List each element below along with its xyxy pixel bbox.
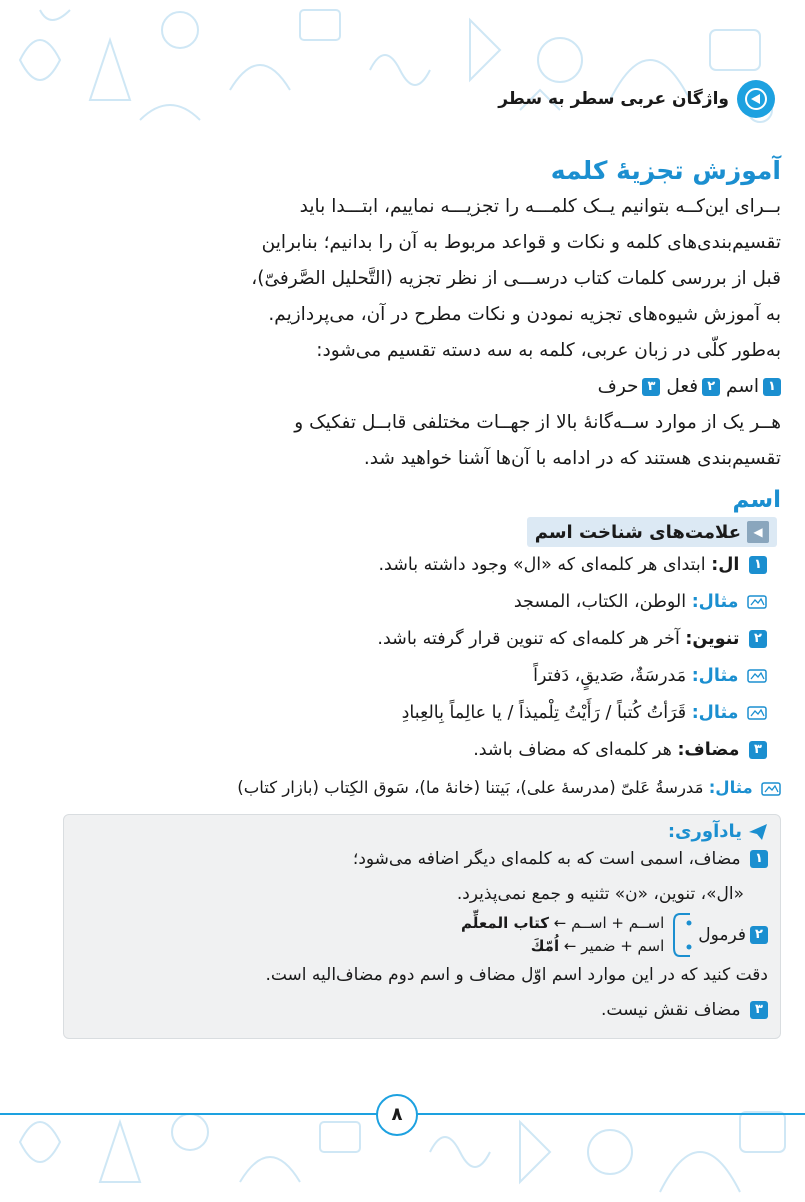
example-row <box>24 658 781 695</box>
mark-text: ابتدای هر کلمه‌ای که «ال» وجود داشته باشد. <box>378 555 706 575</box>
section-heading: اسم <box>732 487 781 513</box>
reminder-title: یادآوری: <box>667 821 742 842</box>
chapter-title: واژگان عربی سطر به سطر <box>498 89 729 109</box>
reminder-text-line: دقت کنید که در این موارد اسم اوّل مضاف و اسم دوم مضاف‌الیه است. <box>265 965 768 985</box>
formula-example: کتاب المعلِّم <box>461 914 550 932</box>
example-icon <box>747 669 767 683</box>
number-badge: ۱ <box>763 378 781 396</box>
intro-line: به آموزش شیوه‌های تجزیه نمودن و نکات مطرح در آن، می‌پردازیم. <box>268 304 781 325</box>
reminder-text-line: «ال»، تنوین، «ن» تثنیه و جمع نمی‌پذیرد. <box>456 884 744 904</box>
category-label: فعل <box>666 376 699 397</box>
reminder-title-row <box>76 821 768 842</box>
example-label: مثال: <box>691 703 739 723</box>
mark-item <box>24 547 781 584</box>
reminder-text: مضاف، اسمی است که به کلمه‌ای دیگر اضافه می‌شود؛ <box>352 849 741 869</box>
example-row <box>24 584 781 621</box>
formula-text: اسم + ضمیر ← <box>559 937 665 955</box>
paper-plane-icon <box>748 823 768 841</box>
category-label: حرف <box>597 376 639 397</box>
intro-line: بــرای این‌کــه بتوانیم یــک کلمـــه را تجزیـــه نماییم، ابتـــدا باید <box>299 196 781 217</box>
megaphone-icon <box>737 80 775 118</box>
reminder-box <box>63 814 781 1039</box>
example-icon <box>761 782 781 796</box>
categories-line <box>24 369 781 405</box>
formula-text: اســم + اســم ← <box>549 914 665 932</box>
after-line: تقسیم‌بندی هستند که در ادامه با آن‌ها آشنا خواهید شد. <box>363 448 781 469</box>
number-badge: ۲ <box>750 926 768 944</box>
formula-line <box>461 935 664 958</box>
triangle-left-icon: ◀ <box>747 521 769 543</box>
number-badge: ۳ <box>750 1001 768 1019</box>
number-badge: ۳ <box>642 378 660 396</box>
reminder-item <box>76 842 768 877</box>
number-badge: ۲ <box>749 630 767 648</box>
number-badge: ۳ <box>749 741 767 759</box>
example-icon <box>747 595 767 609</box>
mark-term: مضاف: <box>677 740 740 760</box>
example-text: مَدرسَةٌ، صَدیقٍ، دَفتراً <box>533 666 687 686</box>
number-badge: ۱ <box>749 556 767 574</box>
formula-label-group <box>698 925 768 945</box>
example-label: مثال: <box>691 592 739 612</box>
example-label: مثال: <box>691 666 739 686</box>
example-icon <box>747 706 767 720</box>
formula-row <box>76 912 768 958</box>
mark-text: هر کلمه‌ای که مضاف باشد. <box>473 740 672 760</box>
page-number: ۸ <box>376 1094 418 1136</box>
example-row <box>24 695 781 732</box>
intro-line: تقسیم‌بندی‌های کلمه و نکات و قواعد مربوط به آن را بدانیم؛ بنابراین <box>261 232 781 253</box>
subheading-box <box>527 517 777 547</box>
intro-paragraph <box>24 189 781 477</box>
page-heading: آموزش تجزیهٔ کلمه <box>550 156 781 185</box>
mark-item <box>24 732 781 769</box>
formula-example: اُمّكَ <box>530 937 560 955</box>
reminder-item <box>76 993 768 1028</box>
reminder-text: مضاف نقش نیست. <box>601 1000 741 1020</box>
mark-term: ال: <box>711 555 740 575</box>
page-content <box>24 80 781 1039</box>
example-text: مَدرسةُ عَلیّ (مدرسهٔ علی)، بَیتنا (خانهٔ ما)، سَوق الکِتاب (بازار کتاب) <box>237 778 704 797</box>
intro-line: قبل از بررسی کلمات کتاب درســـی از نظر تجزیه (التَّحلیل الصَّرفیّ)، <box>251 268 781 289</box>
chapter-header <box>24 80 775 118</box>
after-line: هــر یک از موارد ســه‌گانهٔ بالا از جهــات مختلفی قابــل تفکیک و <box>294 412 781 433</box>
example-text: قَرَأتُ کُتباً / رَأَیْتُ تِلْمیذاً / یا عالِماً بِالعِبادِ <box>401 703 687 723</box>
example-text: الوطن، الکتاب، المسجد <box>513 592 687 612</box>
example-row <box>24 769 781 806</box>
category-label: اسم <box>726 376 759 397</box>
number-badge: ۱ <box>750 850 768 868</box>
subheading-label: علامت‌های شناخت اسم <box>534 521 741 543</box>
formula-label: فرمول <box>698 925 746 945</box>
mark-text: آخر هر کلمه‌ای که تنوین قرار گرفته باشد. <box>377 629 680 649</box>
mark-term: تنوین: <box>685 629 740 649</box>
mark-item <box>24 621 781 658</box>
formula-lines <box>461 912 664 958</box>
bracket-icon <box>670 912 692 958</box>
number-badge: ۲ <box>702 378 720 396</box>
formula-line <box>461 912 664 935</box>
example-label: مثال: <box>708 778 753 797</box>
division-intro: به‌طور کلّی در زبان عربی، کلمه به سه دسته تقسیم می‌شود: <box>316 340 781 361</box>
